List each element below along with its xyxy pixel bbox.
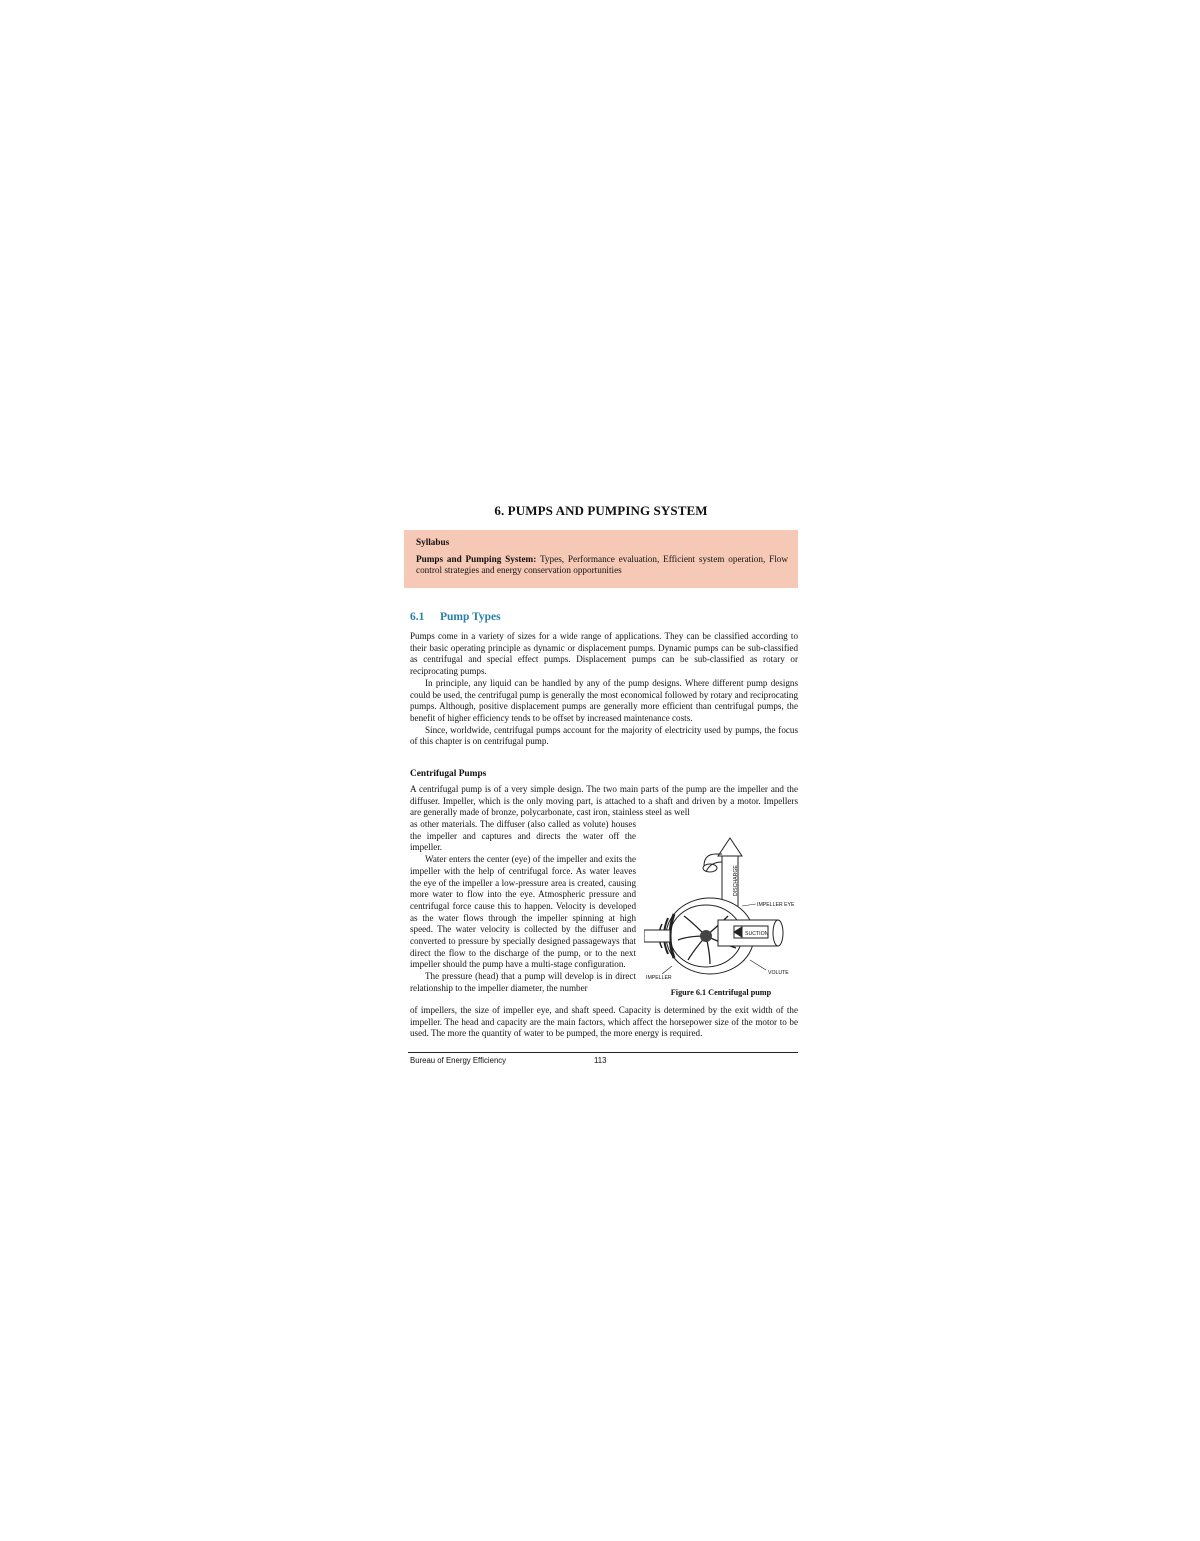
centrifugal-column-2: Water enters the center (eye) of the impeller and exits the impeller with the help of centrifugal force. As water leaves the eye of the impeller a low-pressure area is created, causing more water to flow into the eye. Atmospheric pressure and centrifugal force cause this to happen. Velocity is developed as the water flows through the impeller spinning at high speed. The water velocity is collected by the diffuser and converted to pressure by specially designed passageways that direct the flow to the discharge of the pump, or to the next impeller should the pump have a multi-stage configuration.	[410, 854, 636, 970]
syllabus-topic-label: Pumps and Pumping System:	[416, 554, 537, 564]
section-heading	[410, 611, 501, 623]
syllabus-box	[404, 530, 798, 588]
centrifugal-pump-figure	[644, 836, 798, 1000]
label-volute: VOLUTE	[768, 970, 789, 976]
section-number: 6.1	[410, 611, 425, 623]
centrifugal-intro	[410, 784, 798, 819]
intro-paragraphs	[410, 631, 798, 748]
centrifugal-paragraph-start: A centrifugal pump is of a very simple design. The two main parts of the pump are the impeller and the diffuser. Impeller, which is the only moving part, is attached to a shaft and driven by a motor. Impellers are generally made of bronze, polycarbonate, cast iron, stainless steel as well	[410, 784, 798, 818]
paragraph-3: Since, worldwide, centrifugal pumps account for the majority of electricity used by pumps, the focus of this chapter is on centrifugal pump.	[410, 724, 798, 747]
footer-divider	[408, 1052, 798, 1053]
syllabus-heading: Syllabus	[416, 537, 450, 547]
impeller-hub	[700, 930, 712, 942]
footer-publisher: Bureau of Energy Efficiency	[410, 1056, 507, 1065]
paragraph-1: Pumps come in a variety of sizes for a wide range of applications. They can be classified according to their basic operating principle as dynamic or displacement pumps. Dynamic pumps can be sub-classified as centrifugal and special effect pumps. Displacement pumps can be sub-classified as rotary or reciprocating pumps.	[410, 631, 798, 677]
paragraph-2: In principle, any liquid can be handled by any of the pump designs. Where different pump designs could be used, the centrifugal pump is generally the most economical followed by rotary and reciprocating pumps. Although, positive displacement pumps are generally more efficient than centrifugal pumps, the benefit of higher efficiency tends to be offset by increased maintenance costs.	[410, 677, 798, 723]
centrifugal-column-3: The pressure (head) that a pump will develop is in direct relationship to the impeller diameter, the number	[410, 971, 636, 993]
figure-caption: Figure 6.1 Centrifugal pump	[670, 988, 772, 997]
footer-page-number: 113	[594, 1056, 607, 1065]
label-discharge: DISCHARGE	[733, 865, 739, 896]
chapter-title: 6. PUMPS AND PUMPING SYSTEM	[494, 503, 708, 518]
syllabus-topic-text: Types, Performance evaluation, Efficient system operation, Flow control strategies and energy conservation opportunities	[416, 554, 788, 575]
label-impeller-eye: IMPELLER EYE	[757, 902, 795, 908]
centrifugal-pump-illustration	[644, 836, 798, 984]
section-title: Pump Types	[440, 611, 501, 623]
document-page	[404, 0, 798, 1541]
label-suction: SUCTION	[745, 931, 769, 937]
label-impeller: IMPELLER	[646, 975, 672, 981]
centrifugal-closing	[410, 1005, 798, 1040]
centrifugal-column-1: as other materials. The diffuser (also called as volute) houses the impeller and captures and directs the water off the impeller.	[410, 819, 636, 853]
centrifugal-paragraph-end: of impellers, the size of impeller eye, and shaft speed. Capacity is determined by the exit width of the impeller. The head and capacity are the main factors, which affect the horsepower size of the motor to be used. The more the quantity of water to be pumped, the more energy is required.	[410, 1005, 798, 1039]
syllabus-text	[416, 554, 788, 576]
shaft	[644, 930, 670, 942]
centrifugal-column	[410, 819, 636, 995]
discharge-arrow-icon	[718, 838, 742, 856]
subsection-heading: Centrifugal Pumps	[410, 769, 487, 779]
